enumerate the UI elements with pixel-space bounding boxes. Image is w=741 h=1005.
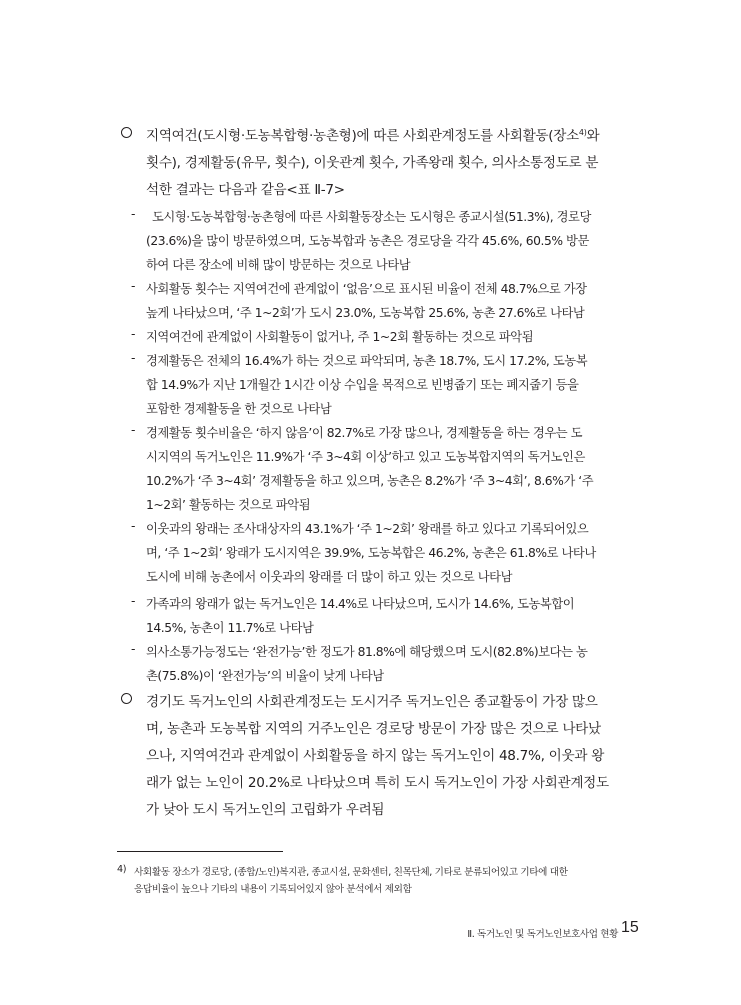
- bullet-line: 시지역의 독거노인은 11.9%가 ‘주 3~4회 이상’하고 있고 도농복합지역의 독거노인은: [146, 450, 585, 464]
- footnote-ref: 4): [578, 128, 587, 137]
- bullet-line: 도시형·도농복합형·농촌형에 따른 사회활동장소는 도시형은 종교시설(51.3%), 경로당: [152, 210, 591, 224]
- dash-bullet-icon: -: [131, 279, 136, 293]
- dash-bullet-icon: -: [131, 642, 136, 656]
- dash-bullet-icon: -: [131, 519, 136, 533]
- bullet-line: 포함한 경제활동을 한 것으로 나타남: [146, 402, 332, 416]
- dash-bullet-icon: -: [131, 327, 136, 341]
- section-2-line: 으나, 지역여건과 관계없이 사회활동을 하지 않는 독거노인이 48.7%, 이웃과 왕: [146, 748, 605, 764]
- bullet-line: (23.6%)을 많이 방문하였으며, 도농복합과 농촌은 경로당을 각각 45.6%, 60.5% 방문: [146, 234, 589, 248]
- circle-bullet-icon: [121, 693, 132, 704]
- footnote-mark: 4): [117, 864, 127, 875]
- bullet-line: 합 14.9%가 지난 1개월간 1시간 이상 수입을 목적으로 빈병줍기 또는 폐지줍기 등을: [146, 378, 579, 392]
- section-1-line: 석한 결과는 다음과 같음<표 Ⅱ-7>: [146, 182, 345, 198]
- running-header: Ⅱ. 독거노인 및 독거노인보호사업 현황: [467, 929, 618, 940]
- bullet-line: 1~2회’ 활동하는 것으로 파악됨: [146, 498, 311, 512]
- footnote-line: 사회활동 장소가 경로당, (종합/노인)복지관, 종교시설, 문화센터, 친목단체, 기타로 분류되어있고 기타에 대한: [134, 867, 568, 878]
- text-run: 와: [586, 128, 600, 144]
- section-1-line: [146, 124, 634, 144]
- section-2-line: 며, 농촌과 도농복합 지역의 거주노인은 경로당 방문이 가장 많은 것으로 나타났: [146, 721, 601, 737]
- bullet-line: 하여 다른 장소에 비해 많이 방문하는 것으로 나타남: [146, 258, 411, 272]
- page-number: 15: [621, 919, 639, 936]
- dash-bullet-icon: -: [131, 207, 136, 221]
- dash-bullet-icon: -: [131, 594, 136, 608]
- bullet-line: 10.2%가 ‘주 3~4회’ 경제활동을 하고 있으며, 농촌은 8.2%가 ‘주 3~4회’, 8.6%가 ‘주: [146, 474, 594, 488]
- bullet-line: 이웃과의 왕래는 조사대상자의 43.1%가 ‘주 1~2회’ 왕래를 하고 있다고 기록되어있으: [146, 522, 589, 536]
- bullet-line: 도시에 비해 농촌에서 이웃과의 왕래를 더 많이 하고 있는 것으로 나타남: [146, 570, 513, 584]
- bullet-line: 사회활동 횟수는 지역여건에 관계없이 ‘없음’으로 표시된 비율이 전체 48.7%으로 가장: [146, 282, 587, 296]
- section-2-line: 가 낮아 도시 독거노인의 고립화가 우려됨: [146, 802, 385, 818]
- bullet-line: 촌(75.8%)이 ‘완전가능’의 비율이 낮게 나타남: [146, 669, 384, 683]
- bullet-line: 높게 나타났으며, ‘주 1~2회’가 도시 23.0%, 도농복합 25.6%, 농촌 27.6%로 나타남: [146, 306, 585, 320]
- section-2-line: 경기도 독거노인의 사회관계정도는 도시거주 독거노인은 종교활동이 가장 많으: [146, 694, 598, 710]
- bullet-line: 경제활동 횟수비율은 ‘하지 않음’이 82.7%로 가장 많으나, 경제활동을 하는 경우는 도: [146, 426, 583, 440]
- circle-bullet-icon: [121, 127, 132, 138]
- bullet-line: 지역여건에 관계없이 사회활동이 없거나, 주 1~2회 활동하는 것으로 파악됨: [146, 330, 534, 344]
- text-run: 지역여건(도시형·도농복합형·농촌형)에 따른 사회관계정도를 사회활동(장소: [146, 128, 579, 144]
- bullet-line: 의사소통가능정도는 ‘완전가능’한 정도가 81.8%에 해당했으며 도시(82.8%)보다는 농: [146, 645, 588, 659]
- footnote-divider: [117, 851, 283, 852]
- bullet-line: 가족과의 왕래가 없는 독거노인은 14.4%로 나타났으며, 도시가 14.6%, 도농복합이: [146, 597, 575, 611]
- dash-bullet-icon: -: [131, 423, 136, 437]
- bullet-line: 경제활동은 전체의 16.4%가 하는 것으로 파악되며, 농촌 18.7%, 도시 17.2%, 도농복: [146, 354, 588, 368]
- footnote-line: 응답비율이 높으나 기타의 내용이 기록되어있지 않아 분석에서 제외함: [134, 884, 412, 895]
- dash-bullet-icon: -: [131, 351, 136, 365]
- bullet-line: 14.5%, 농촌이 11.7%로 나타남: [146, 621, 314, 635]
- section-1-line: 횟수), 경제활동(유무, 횟수), 이웃관계 횟수, 가족왕래 횟수, 의사소통정도로 분: [146, 155, 599, 171]
- section-2-line: 래가 없는 노인이 20.2%로 나타났으며 특히 도시 독거노인이 가장 사회관계정도: [146, 775, 609, 791]
- bullet-line: 며, ‘주 1~2회’ 왕래가 도시지역은 39.9%, 도농복합은 46.2%, 농촌은 61.8%로 나타나: [146, 546, 596, 560]
